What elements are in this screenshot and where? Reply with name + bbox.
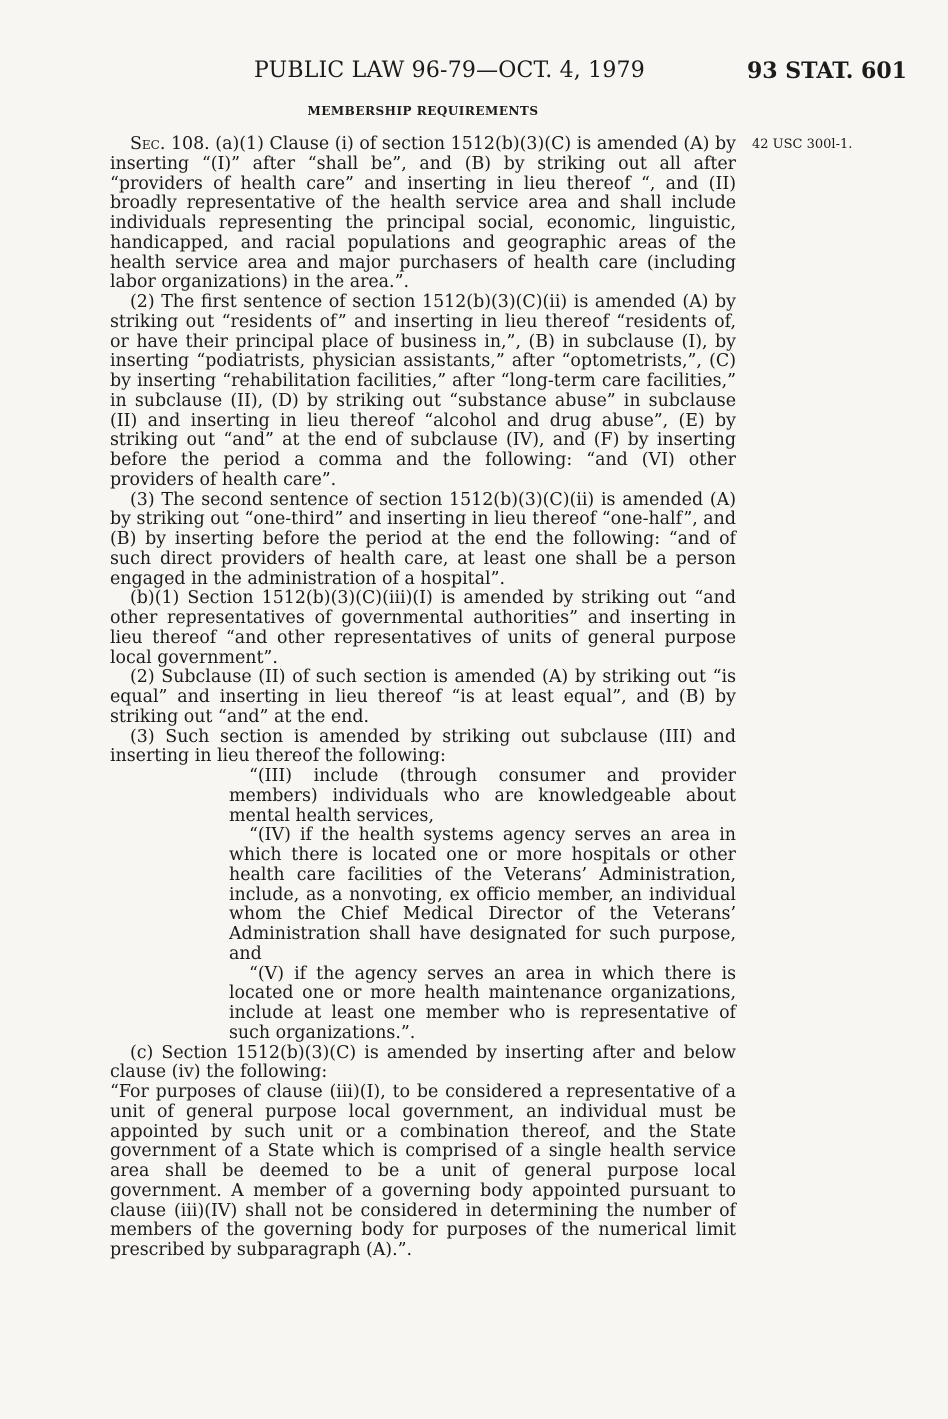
paragraph-b1: (b)(1) Section 1512(b)(3)(C)(iii)(I) is amended by striking out “and other representatives of governmental authorities” and inserting in lieu thereof “and other representatives of units of general purpose local government”. (110, 588, 736, 668)
quoted-subclause-v: “(V) if the agency serves an area in which there is located one or more health maintenance organizations, include at least one member who is representative of such organizations.”. (229, 963, 736, 1043)
margin-citation: 42 USC 300l-1. (752, 137, 853, 152)
body-text (110, 135, 736, 1261)
section-heading: MEMBERSHIP REQUIREMENTS (307, 104, 539, 118)
paragraph-b2: (2) Subclause (II) of such section is amended (A) by striking out “is equal” and inserting in lieu thereof “is at least equal”, and (B) by striking out “and” at the end. (110, 667, 736, 727)
quoted-paragraph-purposes: “For purposes of clause (iii)(I), to be considered a representative of a unit of general purpose local government, an individual must be appointed by such unit or a combination thereof, and the State government of a State which is comprised of a single health service area shall be deemed to be a unit of general purpose local government. A member of a governing body appointed pursuant to clause (iii)(IV) shall not be considered in determining the number of members of the governing body for purposes of the numerical limit prescribed by subparagraph (A).”. (110, 1082, 736, 1260)
quoted-subclause-iii: “(III) include (through consumer and provider members) individuals who are knowledgeable about mental health services, (229, 766, 736, 826)
statute-page-number: 93 STAT. 601 (747, 58, 907, 84)
paragraph-c: (c) Section 1512(b)(3)(C) is amended by inserting after and below clause (iv) the following: (110, 1042, 736, 1083)
law-title: PUBLIC LAW 96-79—OCT. 4, 1979 (254, 58, 645, 83)
paragraph-a1 (110, 135, 736, 293)
paragraph-a2: (2) The first sentence of section 1512(b)(3)(C)(ii) is amended (A) by striking out “residents of” and inserting in lieu thereof “residents of, or have their principal place of business in,”, (B) in subclause (I), by inserting “podiatrists, physician assistants,” after “optometrists,”, (C) by inserting “rehabilitation facilities,” after “long-term care facilities,” in subclause (II), (D) by striking out “substance abuse” in subclause (II) and inserting in lieu thereof “alcohol and drug abuse”, (E) by striking out “and” at the end of subclause (IV), and (F) by inserting before the period a comma and the following: “and (VI) other providers of health care”. (110, 292, 736, 490)
paragraph-a3: (3) The second sentence of section 1512(b)(3)(C)(ii) is amended (A) by striking out “one-third” and inserting in lieu thereof “one-half”, and (B) by inserting before the period at the end the following: “and of such direct providers of health care, at least one shall be a person engaged in the administration of a hospital”. (110, 489, 736, 589)
paragraph-a1-text: 108. (a)(1) Clause (i) of section 1512(b)(3)(C) is amended (A) by inserting “(I)” after “shall be”, and (B) by striking out all after “providers of health care” and inserting in lieu thereof “, and (II) broadly representative of the health service area and shall include individuals representing the principal social, economic, linguistic, handicapped, and racial populations and geographic areas of the health service area and major purchasers of health care (including labor organizations) in the area.”. (110, 134, 736, 293)
sec-label: Sec. (130, 134, 166, 154)
paragraph-b3: (3) Such section is amended by striking out subclause (III) and inserting in lieu thereof the following: (110, 726, 736, 767)
quoted-subclause-iv: “(IV) if the health systems agency serves an area in which there is located one or more hospitals or other health care facilities of the Veterans’ Administration, include, as a nonvoting, ex officio member, an individual whom the Chief Medical Director of the Veterans’ Administration shall have designated for such purpose, and (229, 825, 736, 964)
